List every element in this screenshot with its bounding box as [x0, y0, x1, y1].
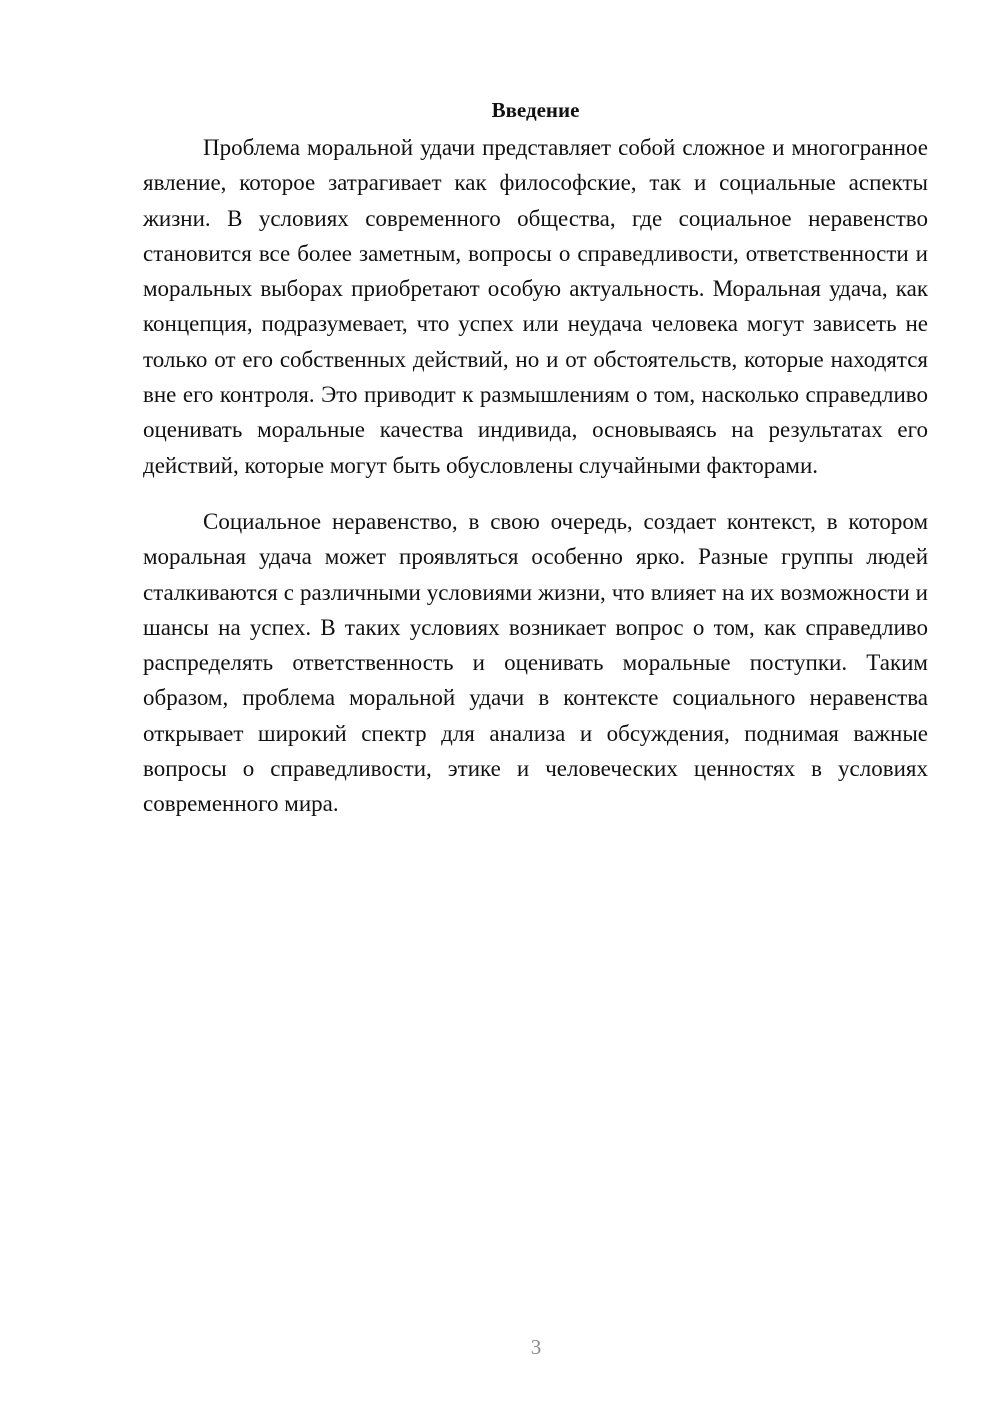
section-heading: Введение [491, 98, 580, 122]
paragraph-1: Проблема моральной удачи представляет собой сложное и многогранное явление, которое затрагивает как философские, так и социальные аспекты жизни. В условиях современного общества, где социальное неравенство становится все более заметным, вопросы о справедливости, ответственности и моральных выборах приобретают особую актуальность. Моральная удача, как концепция, подразумевает, что успех или неудача человека могут зависеть не только от его собственных действий, но и от обстоятельств, которые находятся вне его контроля. Это приводит к размышлениям о том, насколько справедливо оценивать моральные качества индивида, основываясь на результатах его действий, которые могут быть обусловлены случайными факторами. [143, 135, 928, 478]
page-number: 3 [530, 1335, 542, 1359]
page-content [143, 92, 928, 843]
paragraph-2: Социальное неравенство, в свою очередь, создает контекст, в котором моральная удача может проявляться особенно ярко. Разные группы людей сталкиваются с различными условиями жизни, что влияет на их возможности и шансы на успех. В таких условиях возникает вопрос о том, как справедливо распределять ответственность и оценивать моральные поступки. Таким образом, проблема моральной удачи в контексте социального неравенства открывает широкий спектр для анализа и обсуждения, поднимая важные вопросы о справедливости, этике и человеческих ценностях в условиях современного мира. [143, 508, 928, 817]
